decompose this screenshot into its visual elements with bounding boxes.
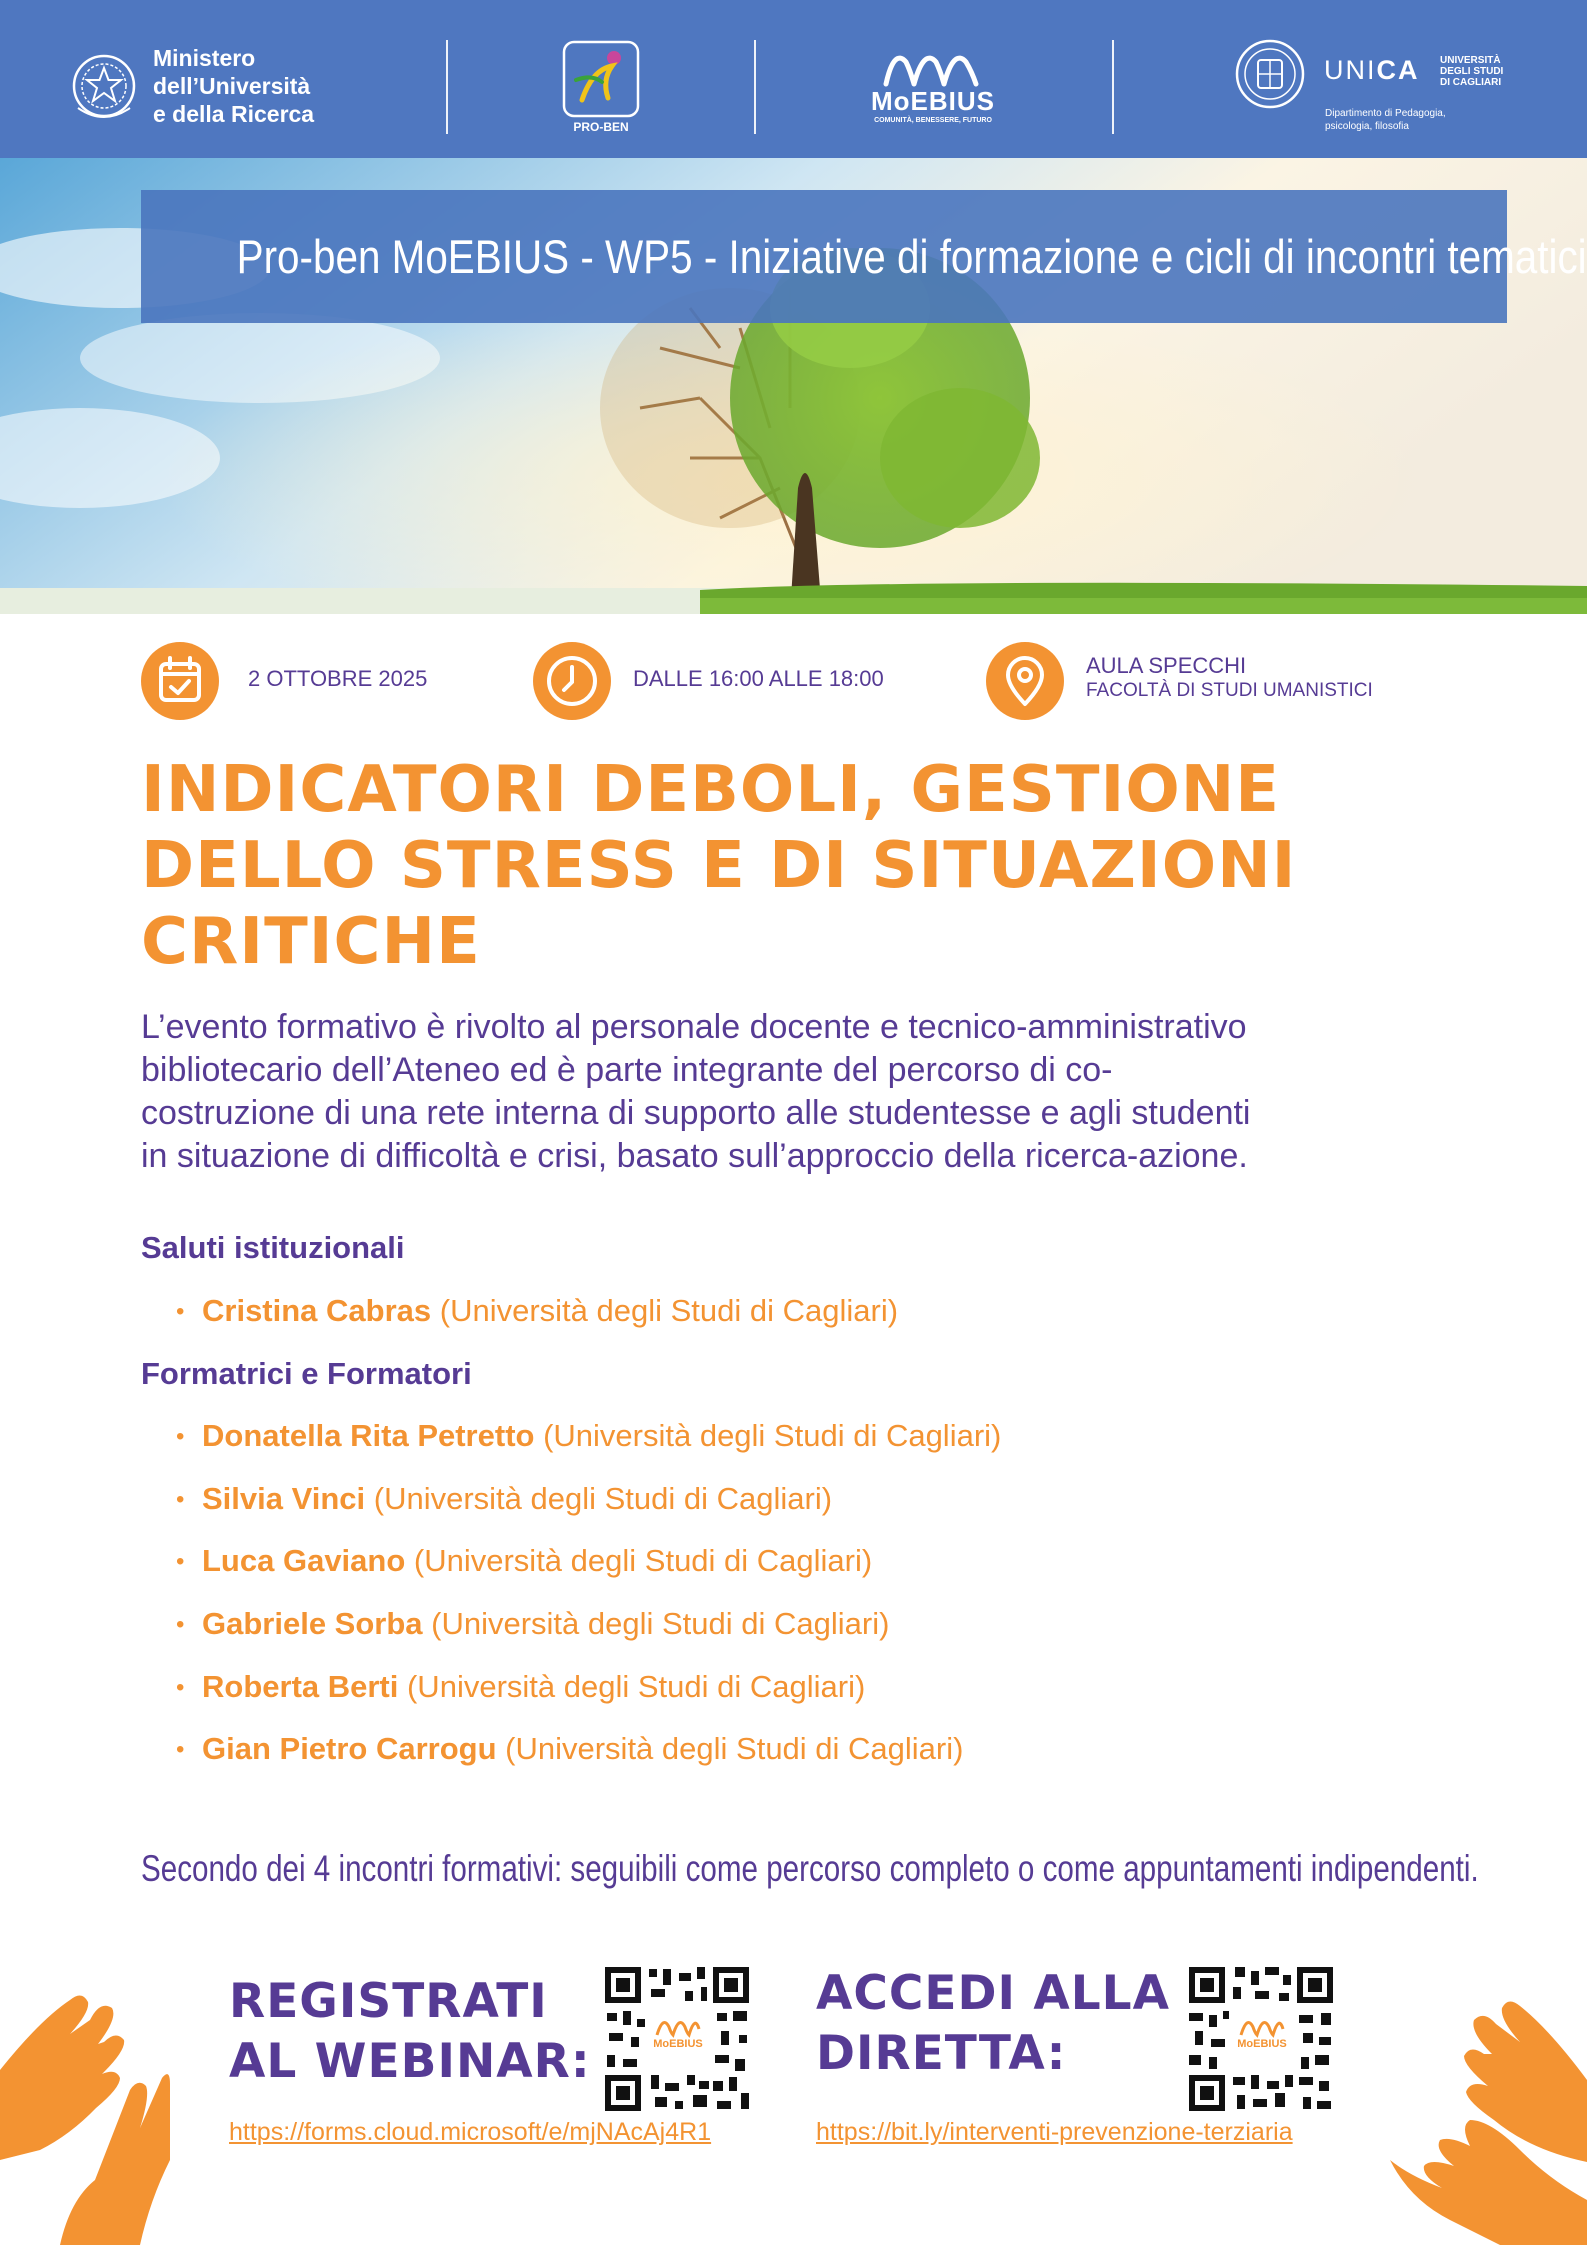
register-qr-badge: MoEBIUS <box>653 2038 703 2050</box>
description-line: in situazione di difficoltà e crisi, basato sull’approccio della ricerca-azione. <box>141 1137 1248 1175</box>
trainer-name: Roberta Berti <box>202 1669 399 1704</box>
unica-side-line: DI CAGLIARI <box>1440 77 1502 88</box>
trainer-name: Gabriele Sorba <box>202 1606 423 1641</box>
speaker-affiliation: (Università degli Studi di Cagliari) <box>431 1293 899 1328</box>
trainer-item <box>176 1418 1001 1454</box>
trainer-item <box>176 1731 963 1767</box>
trainer-item <box>176 1543 872 1579</box>
event-place-faculty: FACOLTÀ DI STUDI UMANISTICI <box>1086 680 1373 701</box>
event-place: AULA SPECCHI <box>1086 653 1247 678</box>
unica-dept-line: Dipartimento di Pedagogia, <box>1325 108 1446 119</box>
university-seal-icon <box>1234 38 1306 110</box>
register-line: AL WEBINAR: <box>229 2034 591 2089</box>
live-heading <box>816 1964 1170 2084</box>
unica-prefix: UNI <box>1324 55 1377 85</box>
moebius-logo-icon <box>880 44 988 88</box>
trainer-name: Donatella Rita Petretto <box>202 1418 535 1453</box>
headline-line: INDICATORI DEBOLI, GESTIONE <box>141 753 1280 827</box>
speaker-item <box>176 1293 898 1329</box>
unica-side-line: DEGLI STUDI <box>1440 66 1504 77</box>
headline-line: CRITICHE <box>141 905 481 979</box>
event-date: 2 OTTOBRE 2025 <box>248 666 428 691</box>
proben-label: PRO-BEN <box>573 120 629 134</box>
unica-department <box>1325 107 1446 133</box>
unica-dept-line: psicologia, filosofia <box>1325 121 1409 132</box>
proben-logo-icon <box>562 40 640 118</box>
ministry-name <box>153 44 314 128</box>
event-time: DALLE 16:00 ALLE 18:00 <box>633 666 884 691</box>
description-line: costruzione di una rete interna di supporto alle studentesse e agli studenti <box>141 1094 1251 1132</box>
header-divider <box>1112 40 1114 134</box>
unica-side-line: UNIVERSITÀ <box>1440 55 1501 66</box>
series-note: Secondo dei 4 incontri formativi: seguibili come percorso completo o come appuntamenti indipendenti. <box>141 1848 1479 1889</box>
ministry-line-2: dell’Università <box>153 73 311 99</box>
description-line: bibliotecario dell’Ateneo ed è parte integrante del percorso di co- <box>141 1051 1113 1089</box>
bullet: • <box>176 1611 185 1638</box>
trainer-affiliation: (Università degli Studi di Cagliari) <box>534 1418 1002 1453</box>
moebius-name: MoEBIUS <box>871 86 995 116</box>
raised-hand-icon <box>1370 1950 1587 2245</box>
event-headline <box>141 752 1441 980</box>
ministry-line-1: Ministero <box>153 45 256 71</box>
register-heading <box>229 1972 591 2092</box>
trainer-item <box>176 1669 865 1705</box>
unica-university-name <box>1440 55 1503 88</box>
live-link[interactable]: https://bit.ly/interventi-prevenzione-terziaria <box>816 2118 1293 2146</box>
register-line: REGISTRATI <box>229 1974 548 2029</box>
speaker-name: Cristina Cabras <box>202 1293 432 1328</box>
trainer-affiliation: (Università degli Studi di Cagliari) <box>398 1669 866 1704</box>
bullet: • <box>176 1423 185 1450</box>
trainer-name: Luca Gaviano <box>202 1543 406 1578</box>
bullet: • <box>176 1674 185 1701</box>
header-divider <box>754 40 756 134</box>
trainer-item <box>176 1481 832 1517</box>
trainer-affiliation: (Università degli Studi di Cagliari) <box>405 1543 873 1578</box>
register-link[interactable]: https://forms.cloud.microsoft/e/mjNAcAj4R1 <box>229 2118 712 2146</box>
trainer-item <box>176 1606 889 1642</box>
live-line: DIRETTA: <box>816 2026 1067 2081</box>
bullet: • <box>176 1486 185 1513</box>
moebius-tagline: COMUNITÀ, BENESSERE, FUTURO <box>874 117 992 124</box>
banner-title: Pro-ben MoEBIUS - WP5 - Iniziative di formazione e cicli di incontri tematici <box>236 230 1587 283</box>
greetings-heading: Saluti istituzionali <box>141 1230 405 1265</box>
unica-logotype <box>1324 55 1420 86</box>
bullet: • <box>176 1548 185 1575</box>
bullet: • <box>176 1736 185 1763</box>
trainers-heading: Formatrici e Formatori <box>141 1356 472 1391</box>
live-line: ACCEDI ALLA <box>816 1966 1170 2021</box>
ministry-line-3: e della Ricerca <box>153 101 315 127</box>
calendar-icon <box>141 642 219 720</box>
raised-hand-icon <box>0 1960 170 2245</box>
location-pin-icon <box>986 642 1064 720</box>
trainer-name: Gian Pietro Carrogu <box>202 1731 497 1766</box>
trainer-affiliation: (Università degli Studi di Cagliari) <box>496 1731 964 1766</box>
trainer-name: Silvia Vinci <box>202 1481 366 1516</box>
description-line: L’evento formativo è rivolto al personale docente e tecnico-amministrativo <box>141 1008 1247 1046</box>
italian-emblem-icon <box>68 46 140 126</box>
clock-icon <box>533 642 611 720</box>
headline-line: DELLO STRESS E DI SITUAZIONI <box>141 829 1297 903</box>
trainer-affiliation: (Università degli Studi di Cagliari) <box>422 1606 890 1641</box>
trainer-affiliation: (Università degli Studi di Cagliari) <box>365 1481 833 1516</box>
bullet: • <box>176 1298 185 1325</box>
unica-suffix: CA <box>1376 55 1420 85</box>
header-divider <box>446 40 448 134</box>
live-qr-badge: MoEBIUS <box>1237 2038 1287 2050</box>
event-description <box>141 1006 1441 1178</box>
